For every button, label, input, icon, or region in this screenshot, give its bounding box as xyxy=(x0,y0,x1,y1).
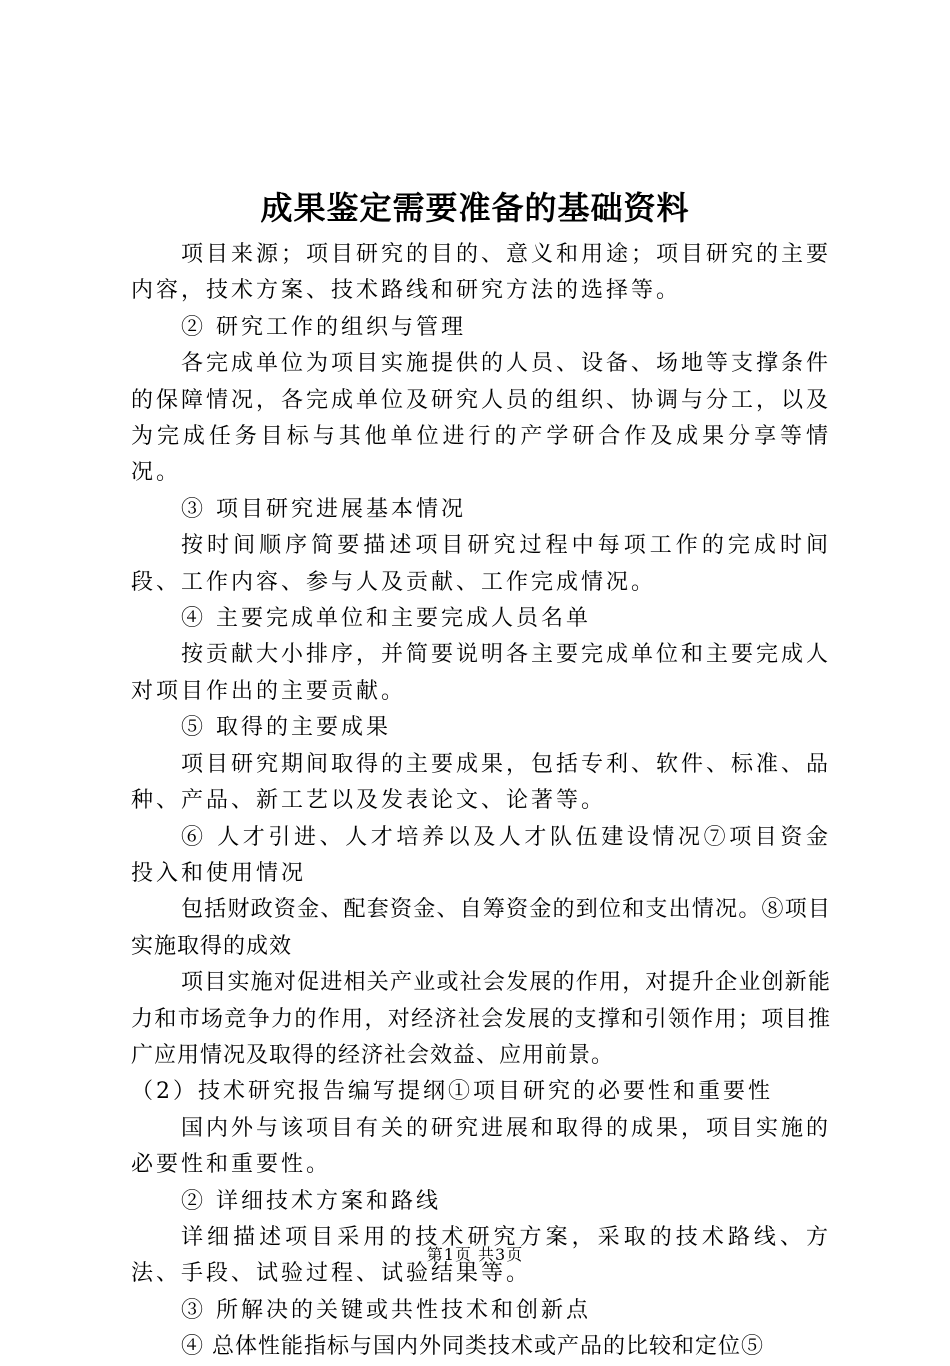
paragraph-achievements-details: 项目研究期间取得的主要成果，包括专利、软件、标准、品种、产品、新工艺以及发表论文、论著等。 xyxy=(131,751,832,814)
paragraph-organization-details: 各完成单位为项目实施提供的人员、设备、场地等支撑条件的保障情况，各完成单位及研究人员的组织、协调与分工，以及为完成任务目标与其他单位进行的产学研合作及成果分享等情况。 xyxy=(131,351,832,486)
heading-technical-plan: ② 详细技术方案和路线 xyxy=(181,1188,441,1214)
heading-key-technologies: ③ 所解决的关键或共性技术和创新点 xyxy=(181,1297,591,1323)
heading-main-contributors: ④ 主要完成单位和主要完成人员名单 xyxy=(181,606,591,632)
page-footer: 第1页 共3页 xyxy=(426,1245,524,1264)
heading-technical-report-outline: （2）技术研究报告编写提纲①项目研究的必要性和重要性 xyxy=(131,1079,773,1105)
heading-talent-and-funding: ⑥ 人才引进、人才培养以及人才队伍建设情况⑦项目资金投入和使用情况 xyxy=(131,824,831,886)
paragraph-project-effects: 项目实施对促进相关产业或社会发展的作用，对提升企业创新能力和市场竞争力的作用，对经济社会发展的支撑和引领作用；项目推广应用情况及取得的经济社会效益、应用前景。 xyxy=(131,970,831,1068)
heading-main-achievements: ⑤ 取得的主要成果 xyxy=(181,715,391,741)
paragraph-technical-plan-details: 详细描述项目采用的技术研究方案，采取的技术路线、方法、手段、试验过程、试验结果等。 xyxy=(131,1224,831,1287)
heading-performance-comparison: ④ 总体性能指标与国内外同类技术或产品的比较和定位⑤ xyxy=(181,1334,764,1360)
heading-research-progress: ③ 项目研究进展基本情况 xyxy=(181,496,466,522)
paragraph-contributors-details: 按贡献大小排序，并简要说明各主要完成单位和主要完成人对项目作出的主要贡献。 xyxy=(131,642,832,704)
paragraph-funding-details: 包括财政资金、配套资金、自筹资金的到位和支出情况。⑧项目实施取得的成效 xyxy=(131,897,831,959)
document-title: 成果鉴定需要准备的基础资料 xyxy=(260,189,690,227)
heading-research-organization: ② 研究工作的组织与管理 xyxy=(181,314,466,340)
paragraph-progress-details: 按时间顺序简要描述项目研究过程中每项工作的完成时间段、工作内容、参与人及贡献、工作完成情况。 xyxy=(131,533,831,595)
document-body xyxy=(131,237,831,1366)
paragraph-project-source: 项目来源；项目研究的目的、意义和用途；项目研究的主要内容，技术方案、技术路线和研究方法的选择等。 xyxy=(131,242,832,304)
paragraph-research-background: 国内外与该项目有关的研究进展和取得的成果，项目实施的必要性和重要性。 xyxy=(131,1115,832,1178)
